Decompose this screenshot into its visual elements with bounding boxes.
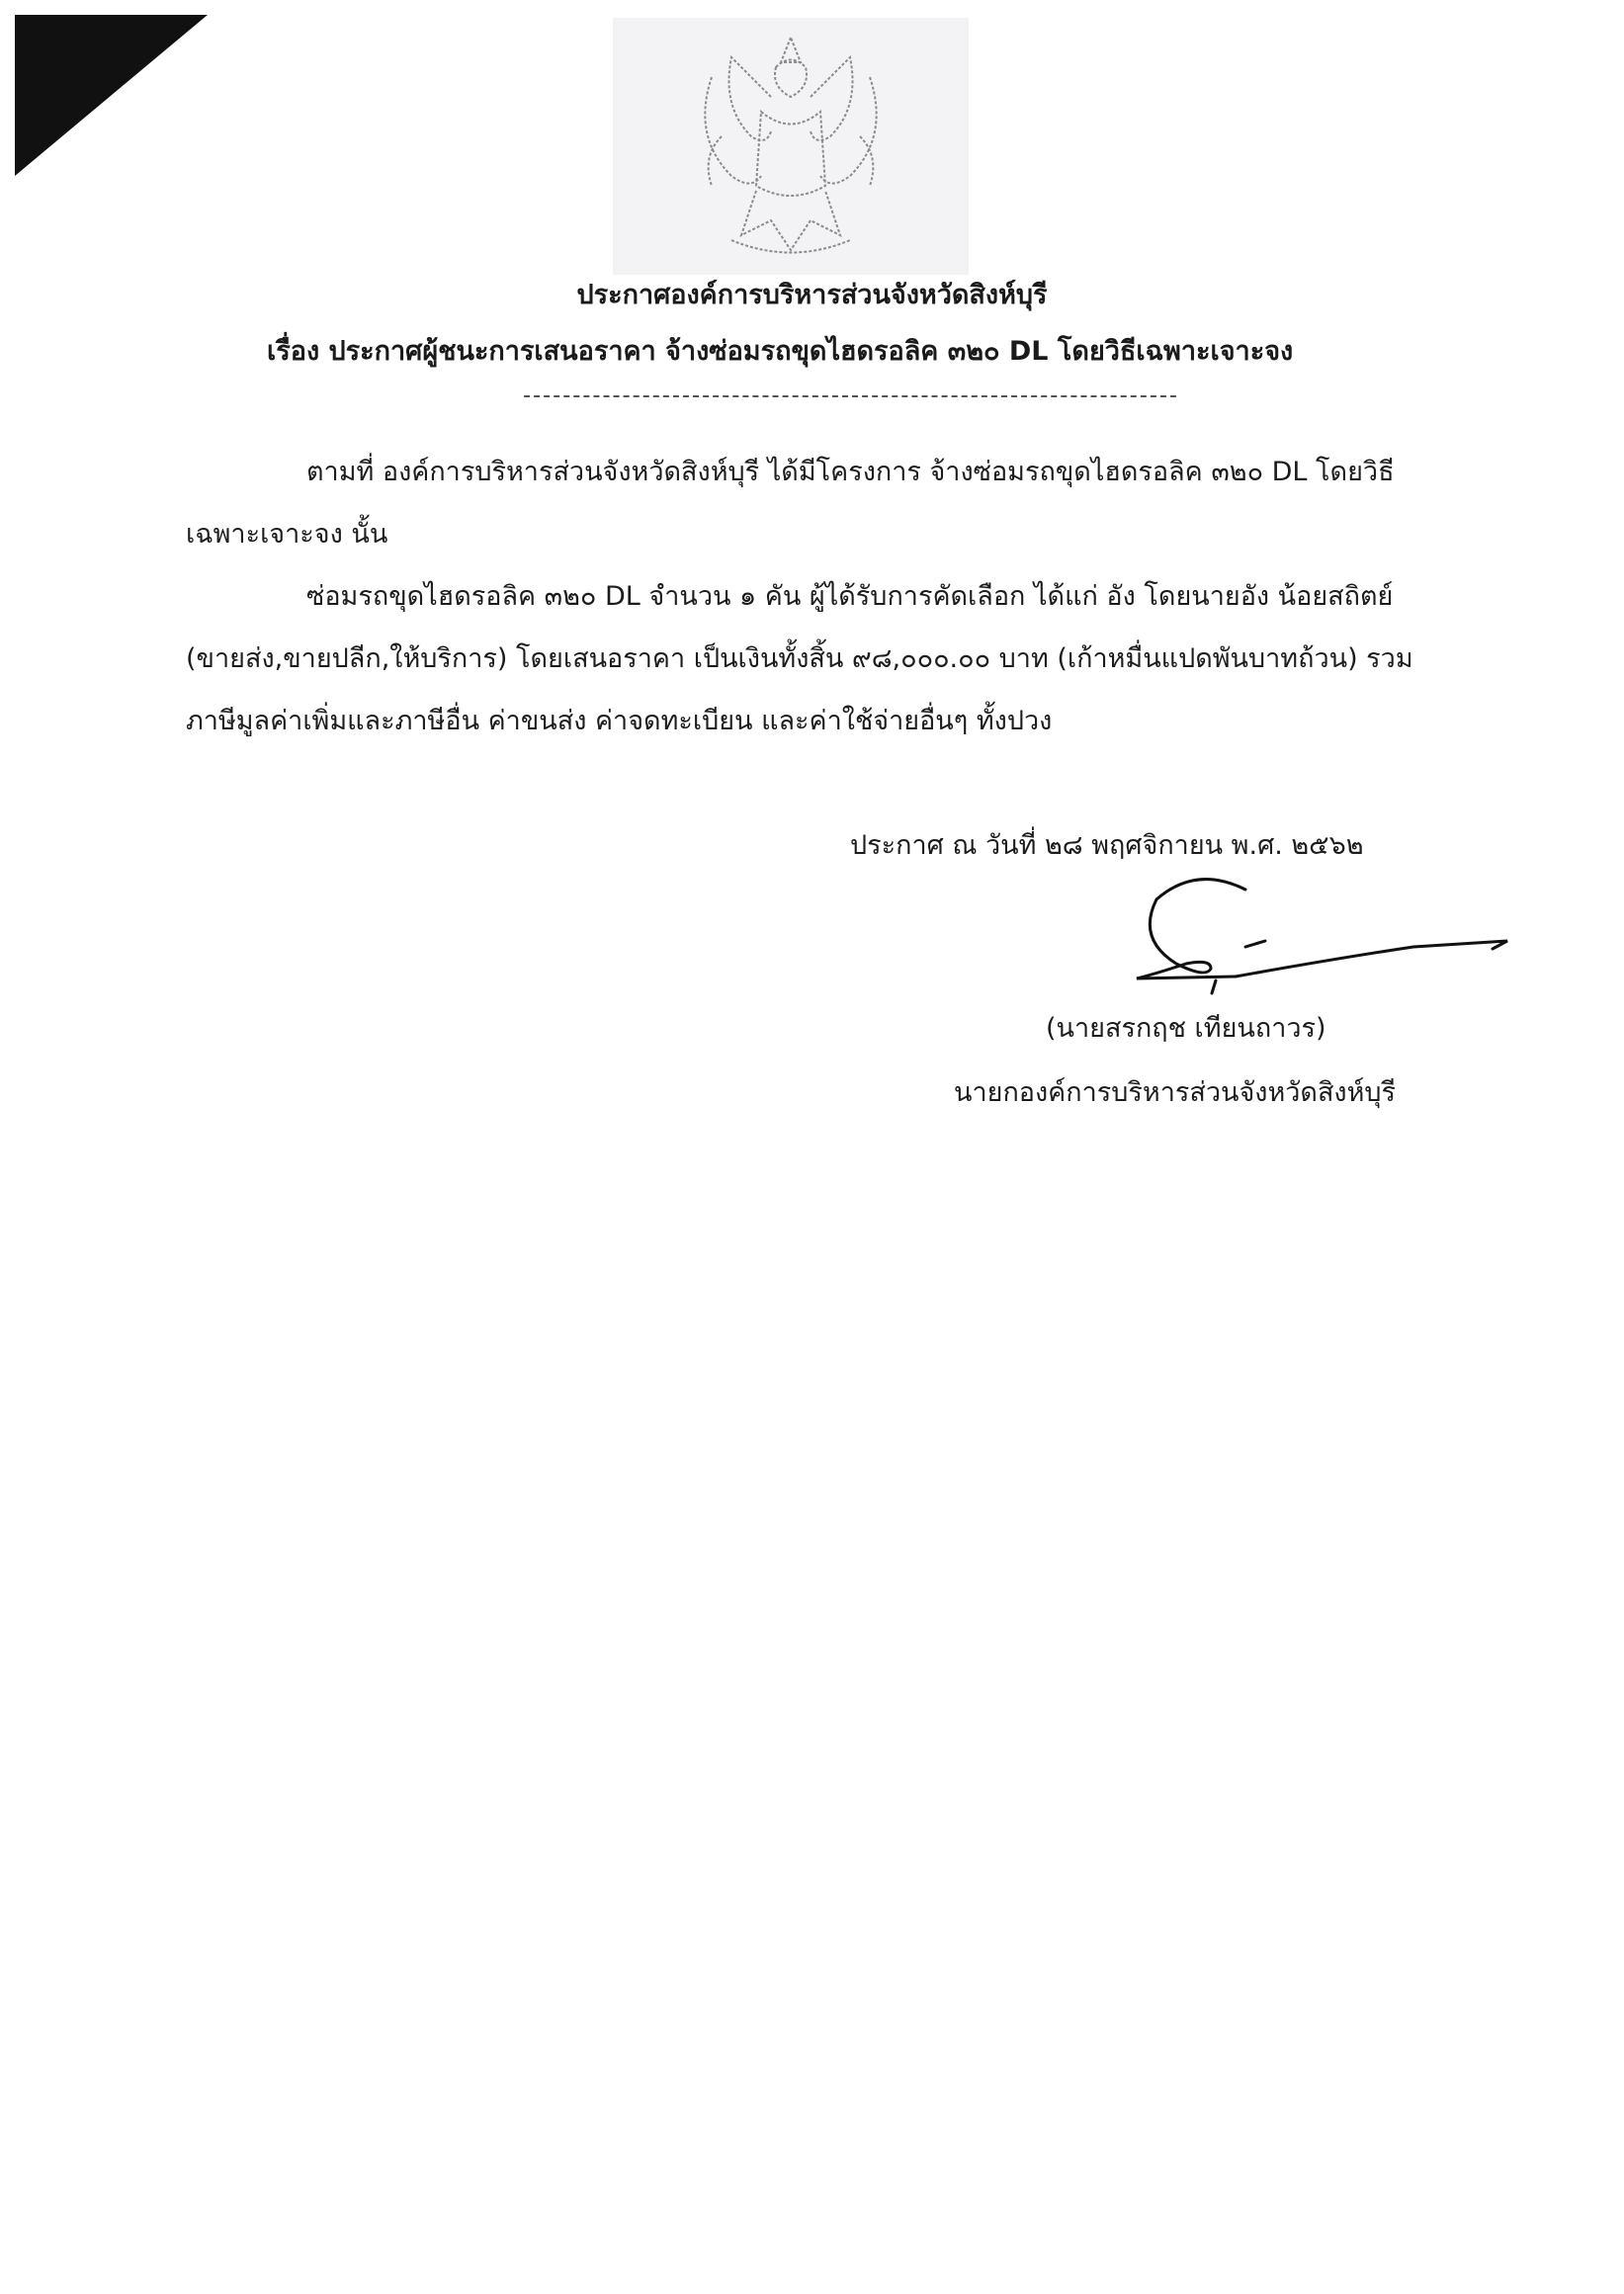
separator-line (524, 395, 1176, 397)
announcement-title: ประกาศองค์การบริหารส่วนจังหวัดสิงห์บุรี (576, 280, 1048, 310)
announcement-subject: เรื่อง ประกาศผู้ชนะการเสนอราคา จ้างซ่อมรถขุดไฮดรอลิค ๓๒๐ DL โดยวิธีเฉพาะเจาะจง (267, 336, 1294, 367)
corner-fold-mark (0, 0, 213, 183)
garuda-emblem-icon (613, 18, 969, 275)
paragraph-2-line-3: ภาษีมูลค่าเพิ่มและภาษีอื่น ค่าขนส่ง ค่าจดทะเบียน และค่าใช้จ่ายอื่นๆ ทั้งปวง (186, 706, 1053, 736)
paragraph-1-line-1: ตามที่ องค์การบริหารส่วนจังหวัดสิงห์บุรี ได้มีโครงการ จ้างซ่อมรถขุดไฮดรอลิค ๓๒๐ DL โดยวิธี (306, 457, 1395, 487)
signer-position: นายกองค์การบริหารส่วนจังหวัดสิงห์บุรี (954, 1077, 1397, 1108)
announcement-date: ประกาศ ณ วันที่ ๒๘ พฤศจิกายน พ.ศ. ๒๕๖๒ (850, 830, 1364, 861)
paragraph-2-line-2: (ขายส่ง,ขายปลีก,ให้บริการ) โดยเสนอราคา เป็นเงินทั้งสิ้น ๙๘,๐๐๐.๐๐ บาท (เก้าหมื่นแปดพันบาทถ้วน) รวม (186, 643, 1413, 674)
paragraph-2-line-1: ซ่อมรถขุดไฮดรอลิค ๓๒๐ DL จำนวน ๑ คัน ผู้ได้รับการคัดเลือก ได้แก่ อัง โดยนายอัง น้อยสถิตย์ (306, 581, 1394, 612)
handwritten-signature (1117, 870, 1522, 1018)
signer-name: (นายสรกฤช เทียนถาวร) (1046, 1013, 1326, 1044)
paragraph-1-line-2: เฉพาะเจาะจง นั้น (186, 519, 388, 550)
